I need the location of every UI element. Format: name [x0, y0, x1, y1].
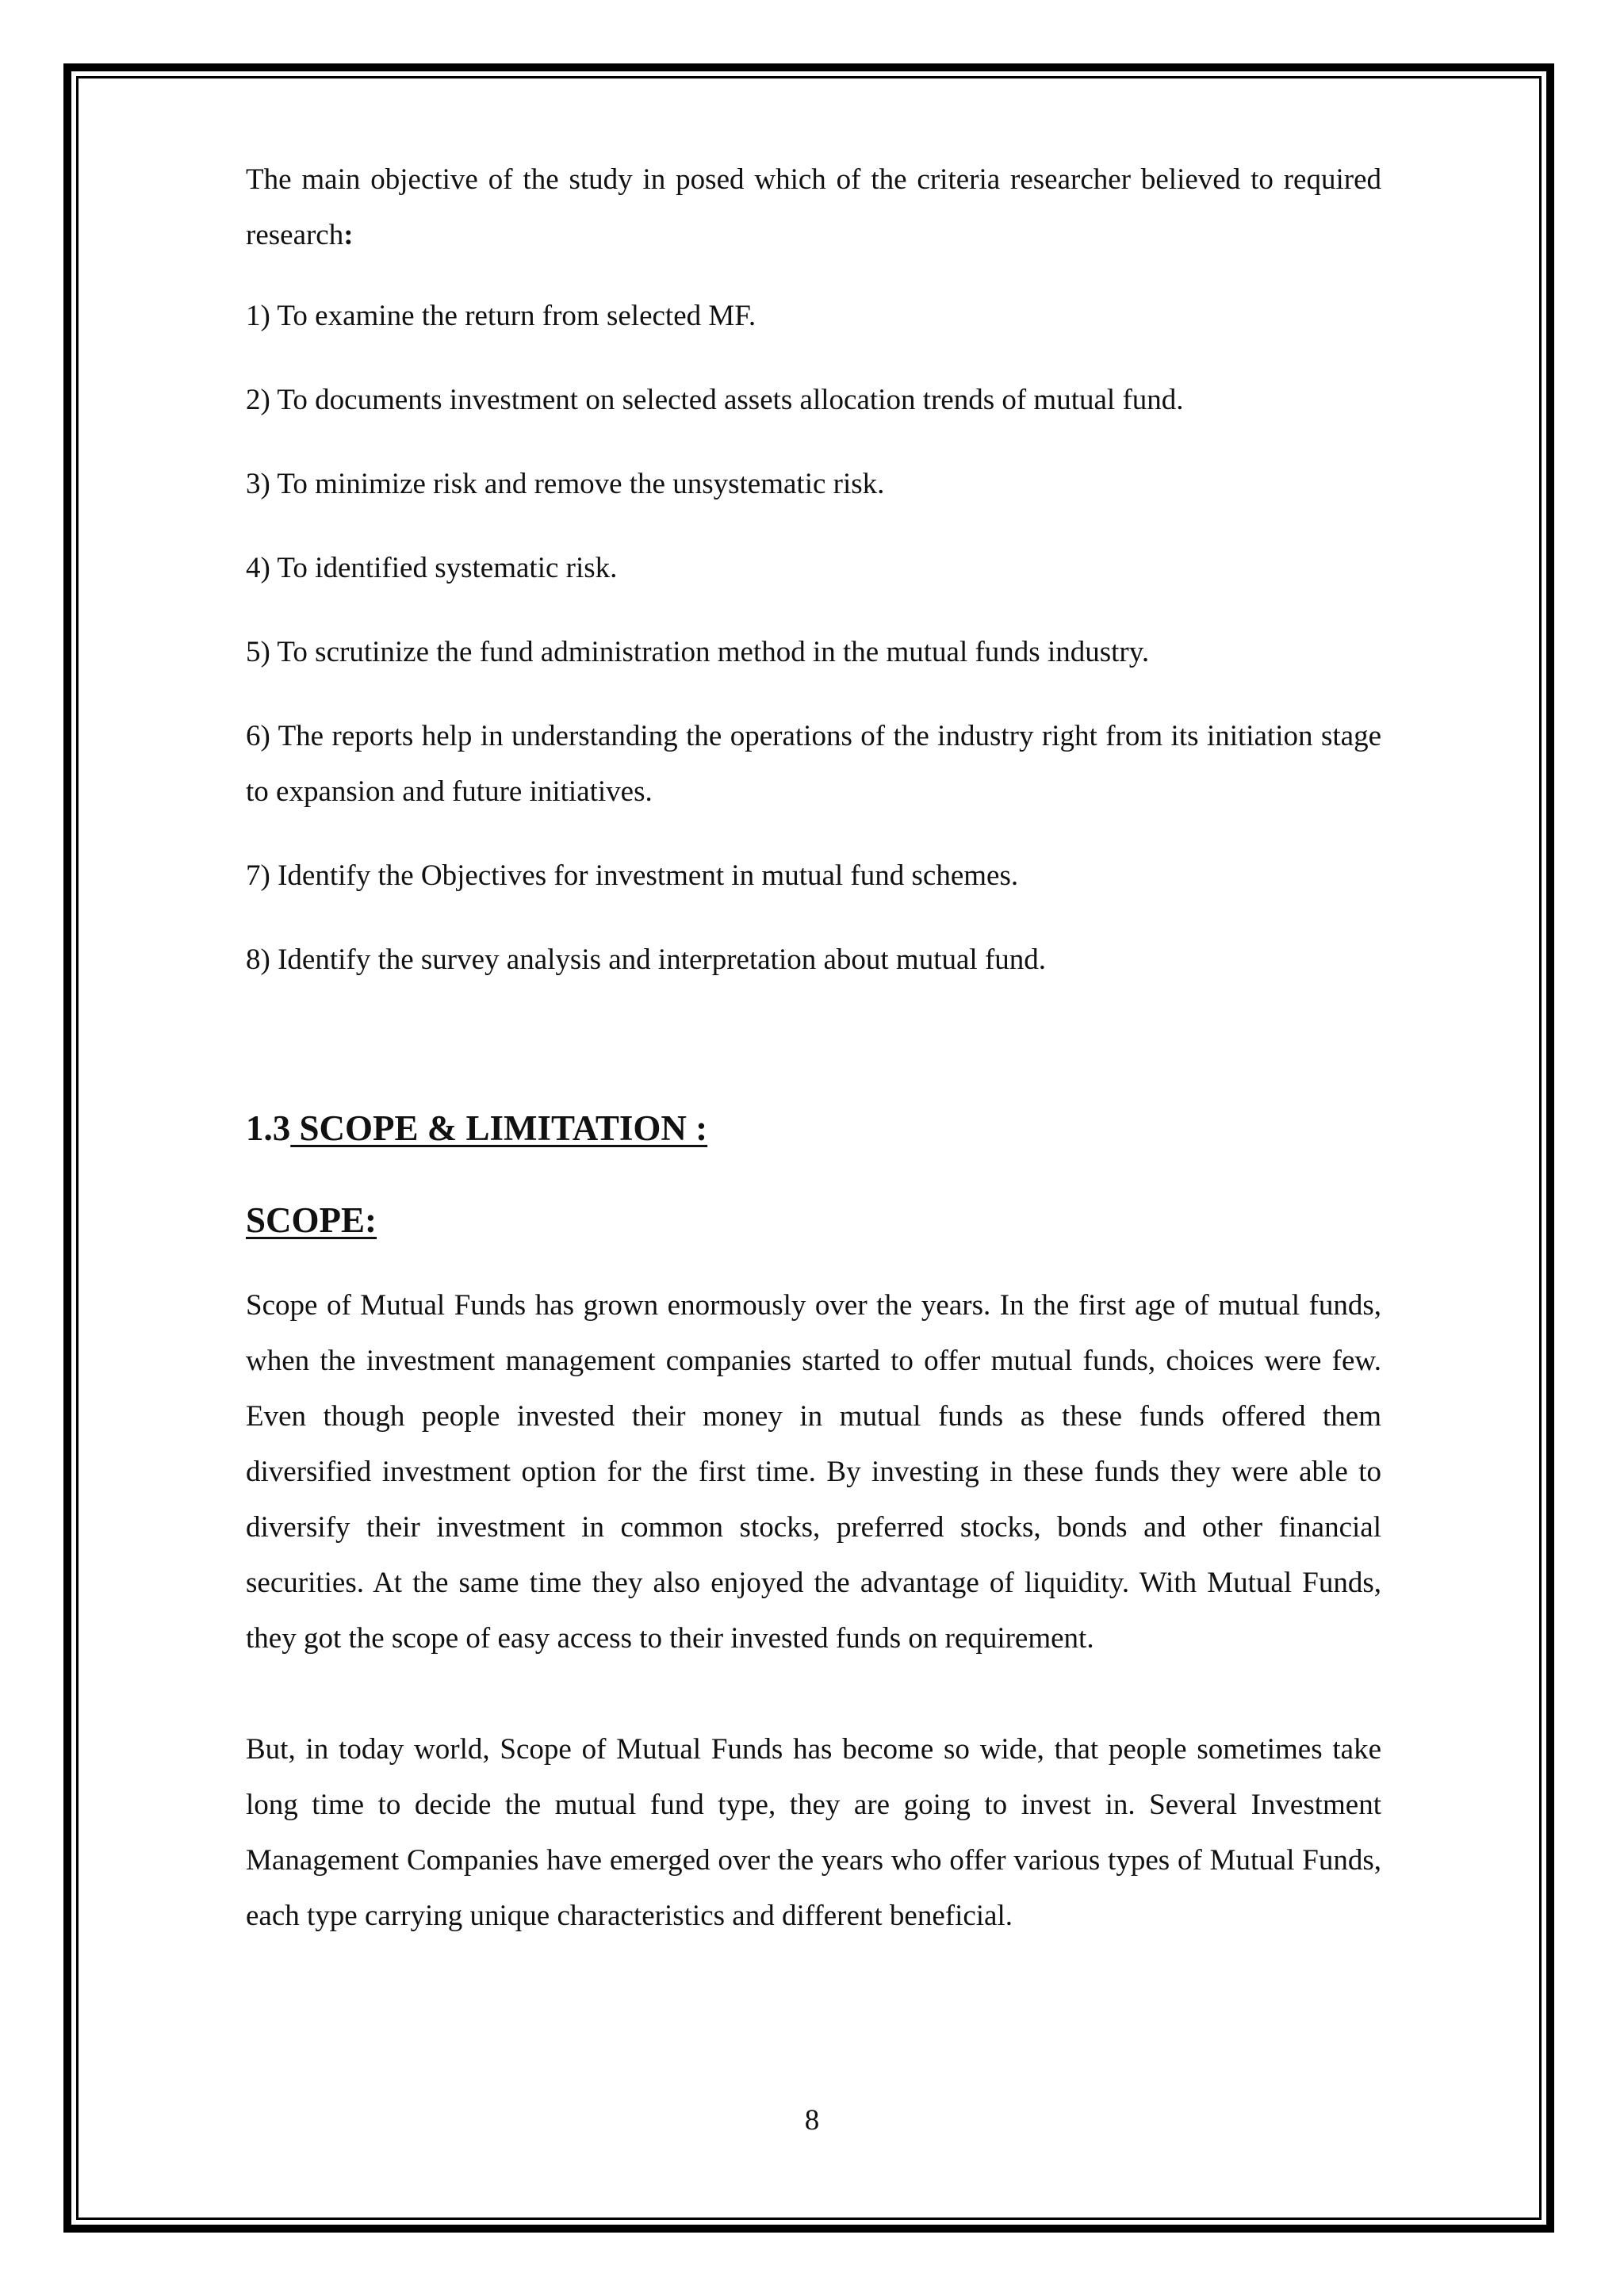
section-number: 1.3: [246, 1108, 291, 1148]
page-number: 8: [804, 2104, 820, 2137]
objective-item-8: 8) Identify the survey analysis and interpretation about mutual fund.: [246, 943, 1047, 976]
page-content: [246, 152, 1381, 1944]
objective-item-1: 1) To examine the return from selected MF.: [246, 300, 756, 332]
objective-item-3: 3) To minimize risk and remove the unsystematic risk.: [246, 468, 885, 500]
objective-item-6: 6) The reports help in understanding the operations of the industry right from its initiation stage to expansion and future initiatives.: [246, 720, 1381, 808]
section-heading: [246, 1100, 1381, 1156]
objectives-intro: [246, 152, 1381, 263]
objective-item-4: 4) To identified systematic risk.: [246, 552, 618, 584]
section-title: SCOPE & LIMITATION :: [290, 1108, 708, 1148]
objectives-intro-text: The main objective of the study in posed which of the criteria researcher believed to required research: [246, 163, 1381, 251]
objective-item-5: 5) To scrutinize the fund administration method in the mutual funds industry.: [246, 636, 1150, 668]
scope-paragraph-2: But, in today world, Scope of Mutual Funds has become so wide, that people sometimes take long time to decide the mutual fund type, they are going to invest in. Several Investment Management Companies have emerged over the years who offer various types of Mutual Funds, each type carrying unique characteristics and different beneficial.: [246, 1733, 1381, 1932]
spacer: [246, 1667, 1381, 1722]
objectives-intro-colon: :: [343, 219, 354, 251]
scope-heading-text: SCOPE:: [246, 1200, 377, 1240]
scope-heading: [246, 1192, 1381, 1248]
scope-paragraph-1: Scope of Mutual Funds has grown enormously over the years. In the first age of mutual funds, when the investment management companies started to offer mutual funds, choices were few. Even though people invested their money in mutual funds as these funds offered them diversified investment option for the first time. By investing in these funds they were able to diversify their investment in common stocks, preferred stocks, bonds and other financial securities. At the same time they also enjoyed the advantage of liquidity. With Mutual Funds, they got the scope of easy access to their invested funds on requirement.: [246, 1289, 1381, 1655]
spacer: [246, 1016, 1381, 1100]
objective-item-2: 2) To documents investment on selected assets allocation trends of mutual fund.: [246, 384, 1184, 416]
objective-item-7: 7) Identify the Objectives for investment in mutual fund schemes.: [246, 859, 1019, 892]
